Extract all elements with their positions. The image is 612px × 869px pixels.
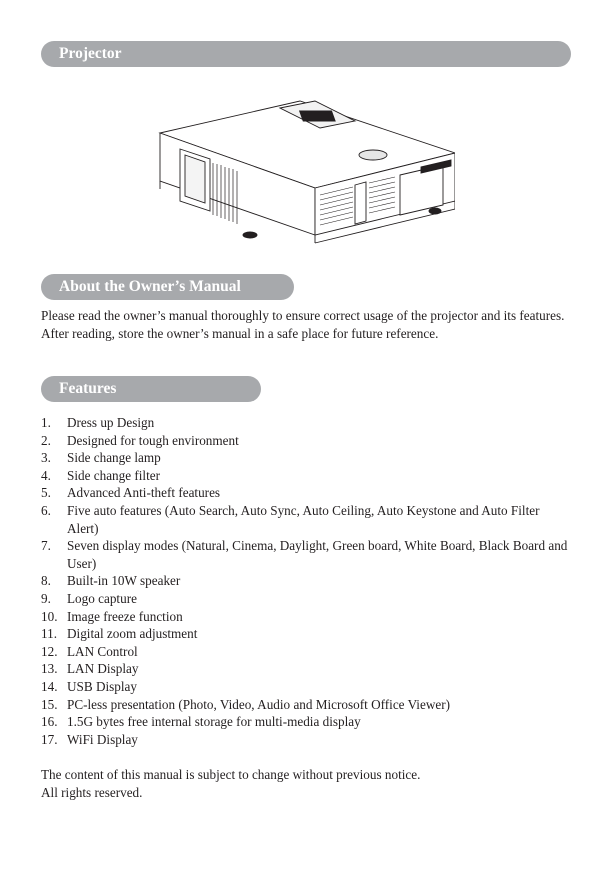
about-manual-text: [41, 307, 571, 343]
feature-item: 6. Five auto features (Auto Search, Auto Sync, Auto Ceiling, Auto Keystone and Auto Filter Alert): [41, 502, 540, 536]
about-line-2: After reading, store the owner’s manual in a safe place for future reference.: [41, 326, 439, 341]
feature-item: 2. Designed for tough environment: [41, 432, 239, 448]
footer-notice: [41, 766, 571, 802]
feature-item: 9. Logo capture: [41, 590, 137, 606]
footer-line-2: All rights reserved.: [41, 785, 143, 800]
feature-item: 5. Advanced Anti-theft features: [41, 485, 221, 501]
section-header-about-manual: About the Owner’s Manual: [41, 274, 294, 300]
features-list: [41, 414, 571, 748]
feature-item: 8. Built-in 10W speaker: [41, 573, 181, 589]
projector-illustration: [155, 93, 455, 253]
feature-item: 16. 1.5G bytes free internal storage for multi-media display: [41, 714, 361, 730]
feature-item: 17. WiFi Display: [41, 731, 138, 747]
feature-item: 7. Seven display modes (Natural, Cinema, Daylight, Green board, White Board, Black Board and User): [41, 538, 568, 571]
feature-item: 10. Image freeze function: [41, 608, 183, 624]
about-line-1: Please read the owner’s manual thoroughly to ensure correct usage of the projector and its features.: [41, 308, 565, 323]
feature-item: 12. LAN Control: [41, 643, 138, 659]
section-header-features: Features: [41, 376, 261, 402]
feature-item: 3. Side change lamp: [41, 450, 161, 466]
section-header-projector: Projector: [41, 41, 571, 67]
feature-item: 14. USB Display: [41, 678, 137, 694]
feature-item: 4. Side change filter: [41, 467, 161, 483]
feature-item: 13. LAN Display: [41, 661, 139, 677]
footer-line-1: The content of this manual is subject to change without previous notice.: [41, 767, 421, 782]
feature-item: 15. PC-less presentation (Photo, Video, Audio and Microsoft Office Viewer): [41, 696, 450, 712]
feature-item: 11. Digital zoom adjustment: [41, 626, 198, 642]
feature-item: 1. Dress up Design: [41, 415, 155, 430]
